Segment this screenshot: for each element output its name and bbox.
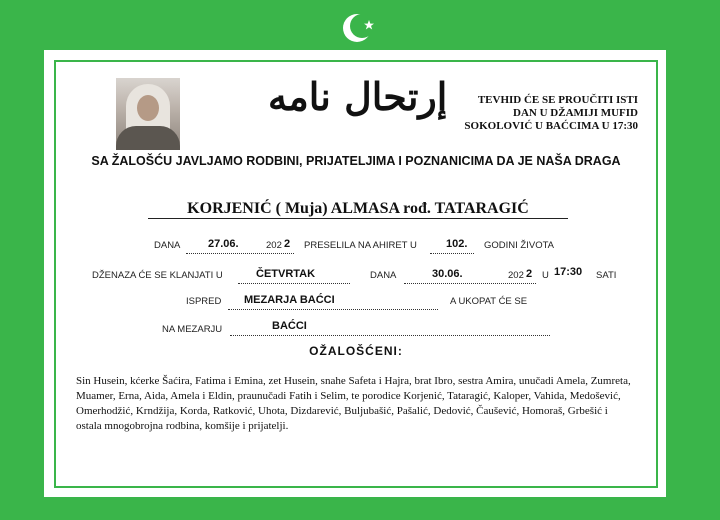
arabic-heading: إرتحال نامه — [268, 74, 448, 119]
death-date: 27.06. — [208, 238, 239, 250]
tevhid-line-3: SOKOLOVIĆ U BAĆCIMA U 17:30 — [464, 120, 638, 132]
sati-label: SATI — [596, 270, 617, 281]
ukopat-label: A UKOPAT ĆE SE — [450, 296, 528, 307]
funeral-date-underline — [404, 283, 536, 284]
mourners-list: Sin Husein, kćerke Šaćira, Fatima i Emina, zet Husein, snahe Safeta i Hajra, brat Ibro, sestra Amira, unučadi Amela, Zumreta, Muamer, Erna, Aida, Amela i Eldin, praunučadi Fatih i Selim, te porodice Korjenić, Tataragić, Kaloper, Vahida, Medošević, Omerhodžić, Krndžija, Korda, Ratković, Uhota, Dizdarević, Buljubašić, Pašalić, Dedović, Čaušević, Homoraš, Grbešić i ostala mnogobrojna rodbina, komšije i prijatelji. — [76, 375, 631, 432]
name-underline — [148, 218, 568, 219]
age-value: 102. — [446, 238, 468, 250]
age-underline — [430, 253, 474, 254]
place-underline — [228, 309, 438, 310]
tevhid-line-2: DAN U DŽAMIJI MUFID — [513, 107, 638, 119]
intro-text: SA ŽALOŠĆU JAVLJAMO RODBINI, PRIJATELJIMA I POZNANICIMA DA JE NAŠA DRAGA — [91, 154, 621, 168]
date-underline — [186, 253, 294, 254]
u-label: U — [542, 270, 549, 281]
funeral-year-prefix: 202 — [508, 270, 524, 281]
tevhid-info — [438, 94, 638, 133]
death-year-suffix: 2 — [284, 238, 291, 250]
day-underline — [238, 283, 350, 284]
godini-label: GODINI ŽIVOTA — [484, 240, 555, 251]
death-year-prefix: 202 — [266, 240, 282, 251]
mourners-title: OŽALOŠĆENI: — [309, 344, 403, 358]
deceased-name: KORJENIĆ ( Muja) ALMASA rođ. TATARAGIĆ — [187, 200, 529, 217]
funeral-date: 30.06. — [432, 268, 463, 280]
cemetery-underline — [230, 335, 550, 336]
deceased-photo — [116, 78, 180, 150]
dana-label-2: DANA — [370, 270, 397, 281]
funeral-day: ČETVRTAK — [256, 268, 316, 280]
na-mezarju-label: NA MEZARJU — [162, 324, 223, 335]
crescent-star-icon — [338, 8, 378, 48]
dana-label: DANA — [154, 240, 181, 251]
funeral-time: 17:30 — [554, 266, 583, 278]
preselila-label: PRESELILA NA AHIRET U — [304, 240, 417, 251]
funeral-year-suffix: 2 — [526, 268, 533, 280]
funeral-place: MEZARJA BAĆCI — [244, 294, 335, 306]
cemetery-name: BAĆCI — [272, 320, 307, 332]
tevhid-line-1: TEVHID ĆE SE PROUČITI ISTI — [477, 94, 638, 106]
dzenaza-label: DŽENAZA ĆE SE KLANJATI U — [92, 270, 223, 281]
ispred-label: ISPRED — [186, 296, 222, 307]
